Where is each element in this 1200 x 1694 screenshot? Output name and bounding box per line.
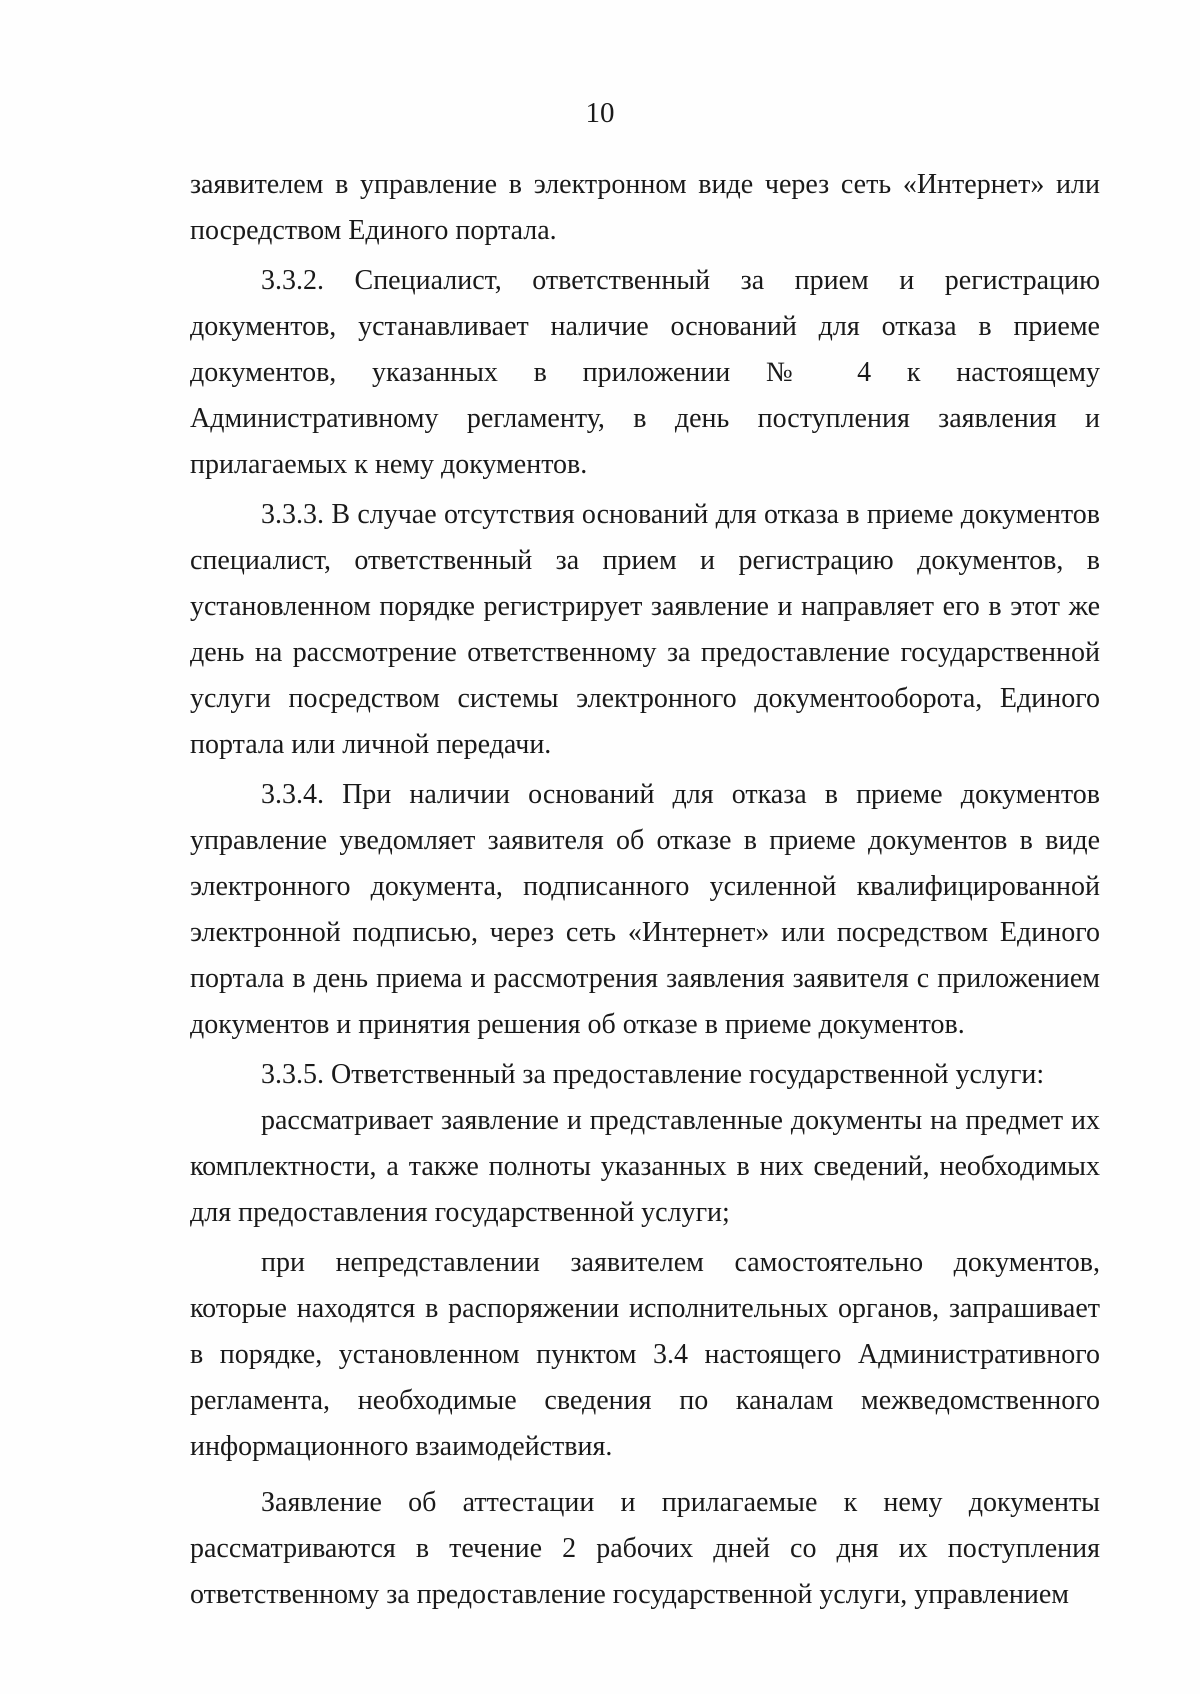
page-number: 10 bbox=[585, 97, 615, 129]
paragraph-3-3-2: 3.3.2. Специалист, ответственный за прием и регистрацию документов, устанавливает наличие оснований для отказа в приеме документов, указанных в приложении № 4 к настоящему Административному регламенту, в день поступления заявления и прилагаемых к нему документов. bbox=[190, 265, 1100, 480]
paragraph-attestation: Заявление об аттестации и прилагаемые к нему документы рассматриваются в течение 2 рабочих дней со дня их поступления ответственному за предоставление государственной услуги, управлением bbox=[190, 1487, 1100, 1610]
paragraph-3-3-5: 3.3.5. Ответственный за предоставление государственной услуги: bbox=[261, 1059, 1045, 1090]
document-body bbox=[190, 162, 1100, 1618]
paragraph-3-3-3: 3.3.3. В случае отсутствия оснований для отказа в приеме документов специалист, ответственный за прием и регистрацию документов, в установленном порядке регистрирует заявление и направляет его в этот же день на рассмотрение ответственному за предоставление государственной услуги посредством системы электронного документооборота, Единого портала или личной передачи. bbox=[190, 499, 1100, 760]
paragraph-continuation: заявителем в управление в электронном виде через сеть «Интернет» или посредством Единого портала. bbox=[190, 169, 1100, 246]
paragraph-3-3-5-item-request: при непредставлении заявителем самостоятельно документов, которые находятся в распоряжении исполнительных органов, запрашивает в порядке, установленном пунктом 3.4 настоящего Административного регламента, необходимые сведения по каналам межведомственного информационного взаимодействия. bbox=[190, 1247, 1100, 1462]
paragraph-3-3-4: 3.3.4. При наличии оснований для отказа в приеме документов управление уведомляет заявителя об отказе в приеме документов в виде электронного документа, подписанного усиленной квалифицированной электронной подписью, через сеть «Интернет» или посредством Единого портала в день приема и рассмотрения заявления заявителя с приложением документов и принятия решения об отказе в приеме документов. bbox=[190, 779, 1100, 1040]
paragraph-3-3-5-item-review: рассматривает заявление и представленные документы на предмет их комплектности, а также полноты указанных в них сведений, необходимых для предоставления государственной услуги; bbox=[190, 1105, 1100, 1228]
